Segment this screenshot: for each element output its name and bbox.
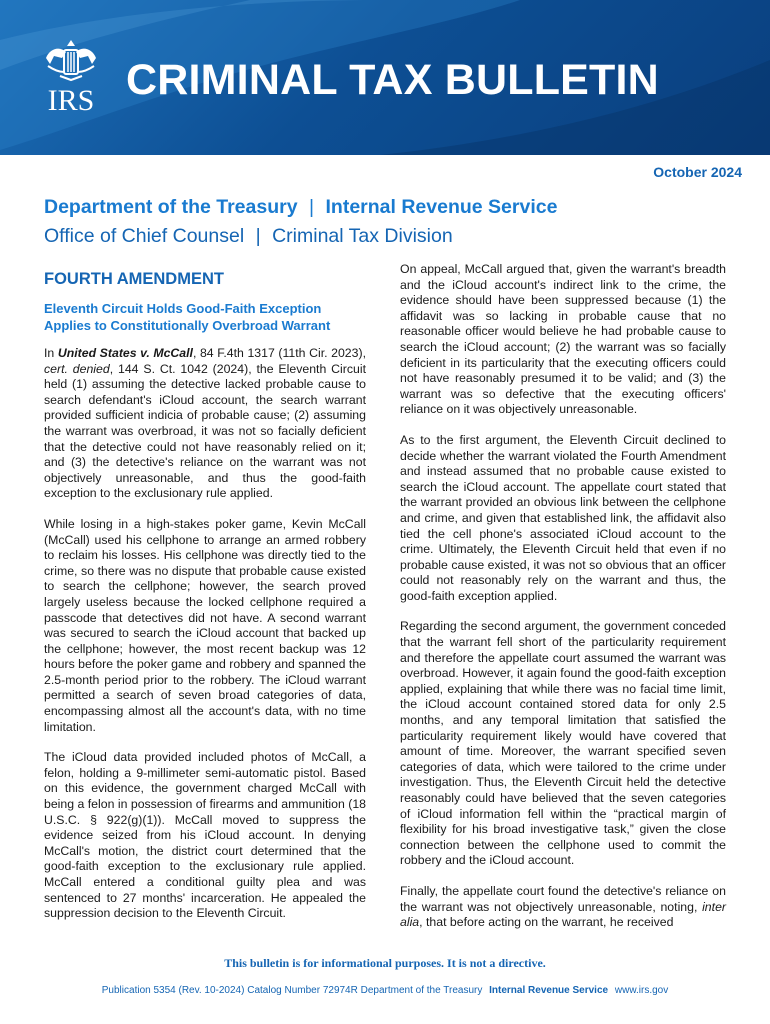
bulletin-title: CRIMINAL TAX BULLETIN	[126, 56, 659, 104]
office-name: Office of Chief Counsel	[44, 225, 245, 247]
footer-service: Internal Revenue Service	[489, 985, 609, 996]
disclaimer: This bulletin is for informational purposes. It is not a directive.	[224, 956, 546, 970]
p1-citation: , 84 F.4th 1317 (11th Cir. 2023),	[192, 346, 366, 360]
paragraph-5: As to the first argument, the Eleventh Circuit declined to decide whether the warrant violated the Fourth Amendment and instead assumed that no probable cause existed to search the iCloud account. The appellate court stated that the warrant provided an obvious link between the cellphone and crime, and given that established link, the affidavit also tied the cell phone's associated iCloud account to the crime. Ultimately, the Eleventh Circuit held that even if no probable cause existed, it was not so obvious that an officer could not reasonably rely on the warrant and thus, the good-faith exception applied.	[400, 432, 726, 603]
paragraph-3: The iCloud data provided included photos of McCall, a felon, holding a 9-millimeter semi-automatic pistol. Based on this evidence, the government charged McCall with being a felon in possession of firearms and ammunition (18 U.S.C. § 922(g)(1)). McCall moved to suppress the evidence seized from his iCloud account. In denying McCall's motion, the district court determined that the good-faith exception to the exclusionary rule applied. McCall entered a conditional guilty plea and was sentenced to 27 months' incarceration. He appealed the suppression decision to the Eleventh Circuit.	[44, 750, 366, 921]
footer	[0, 985, 770, 996]
office-separator: |	[255, 225, 261, 247]
p1-in: In	[44, 346, 58, 360]
cert-denied: cert. denied	[44, 361, 110, 376]
article-right-column	[400, 262, 726, 946]
article-left-column	[44, 270, 366, 937]
header-banner	[0, 0, 770, 155]
inter-alia: inter alia	[400, 899, 726, 930]
footer-url[interactable]: www.irs.gov	[614, 985, 669, 996]
paragraph-1	[44, 346, 366, 502]
office-line	[44, 225, 453, 248]
paragraph-7	[400, 884, 726, 931]
p7-end: , that before acting on the warrant, he received	[419, 915, 674, 930]
article-subheading: Eleventh Circuit Holds Good-Faith Exception Applies to Constitutionally Overbroad Warrant	[44, 301, 331, 333]
paragraph-4: On appeal, McCall argued that, given the warrant's breadth and the iCloud account's indirect link to the crime, the evidence should have been suppressed because (1) the affidavit was so lacking in probable cause that no reasonable officer would believe he had probable cause to search the iCloud account; (2) the warrant was so facially deficient in its particularity that the executing officers could not have reasonably presumed it to be valid; and (3) the warrant was so defective that the executing officers' reliance on it was objectively unreasonable.	[400, 262, 726, 417]
service-name: Internal Revenue Service	[325, 196, 558, 218]
paragraph-6: Regarding the second argument, the government conceded that the warrant fell short of the particularity requirement and therefore the appellate court assumed the warrant was overbroad. However, it again found the good-faith exception applied, explaining that while there was no facial time limit, the iCloud account contained stored data for only 2.5 months, and any temporal limitation that satisfied the particularity requirement likely would have covered that amount of time. Moreover, the warrant specified seven categories of data, which were tailored to the crime under investigation. Thus, the Eleventh Circuit held the detective reasonably could have believed that the seven categories of iCloud information fell within the “practical margin of flexibility for his broad investigative task,” given the close connection between the cellphone used to commit the robbery and the iCloud account.	[400, 619, 726, 868]
issue-date: October 2024	[653, 164, 742, 180]
division-name: Criminal Tax Division	[272, 225, 453, 247]
section-heading: FOURTH AMENDMENT	[44, 270, 224, 288]
case-name: United States v. McCall	[57, 346, 193, 360]
department-separator: |	[309, 196, 315, 218]
department-line	[44, 196, 557, 219]
irs-logo-text: IRS	[47, 84, 95, 117]
p1-rest: , 144 S. Ct. 1042 (2024), the Eleventh Circuit held (1) assuming the detective lacked probable cause to search defendant's iCloud account, the search warrant provided sufficient indicia of probable cause; (2) assuming the warrant was overbroad, it was not so facially deficient that the detective could not have reasonably relied on it; and (3) the detective's reliance on the warrant was not objectively unreasonable, and thus the good-faith exception to the exclusionary rule applied.	[44, 361, 366, 501]
department-name: Department of the Treasury	[44, 196, 298, 218]
publication-info: Publication 5354 (Rev. 10-2024) Catalog Number 72974R Department of the Treasury	[101, 985, 483, 996]
p7-start: Finally, the appellate court found the detective's reliance on the warrant was not objectively unreasonable, noting,	[400, 883, 726, 914]
paragraph-2: While losing in a high-stakes poker game, Kevin McCall (McCall) used his cellphone to arrange an armed robbery to reclaim his losses. His cellphone was directly tied to the crime, so there was no dispute that probable cause existed to search the cellphone; however, the search proved largely useless because the locked cellphone required a passcode that detectives did not have. A second warrant was secured to search the iCloud account that backed up the cellphone; however, the most recent backup was 12 hours before the poker game and robbery and spanned the 2.5-month period prior to the robbery. The iCloud warrant permitted a search of seven broad categories of data, encompassing almost all the account's data, with no time limitation.	[44, 516, 366, 734]
